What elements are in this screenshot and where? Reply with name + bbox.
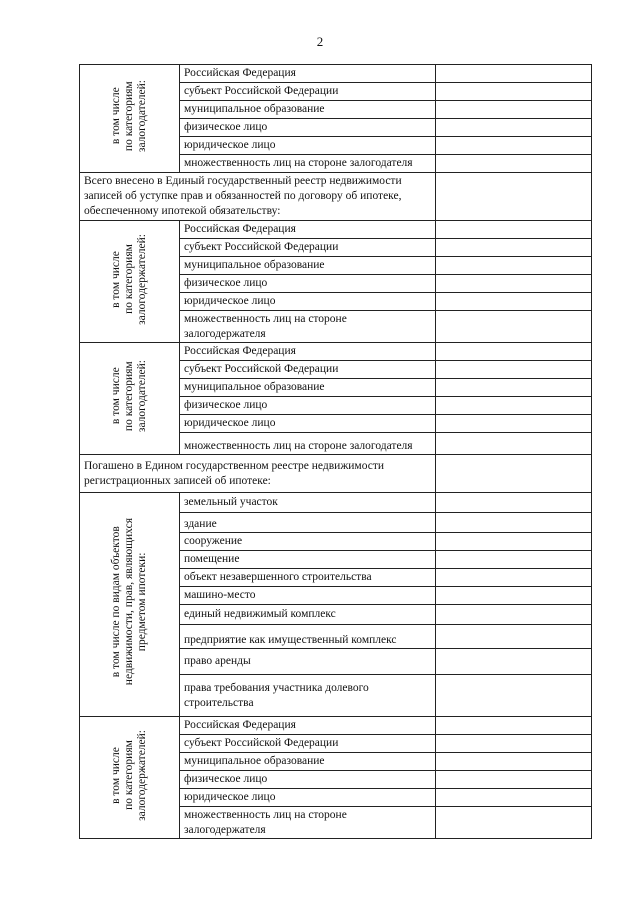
category-cell: сооружение [180,533,436,551]
group-label-pledgors [80,65,180,173]
category-cell: субъект Российской Федерации [180,239,436,257]
value-cell[interactable] [436,433,592,455]
value-cell[interactable] [436,311,592,343]
table-row [80,221,592,239]
table-row [80,493,592,513]
category-cell: субъект Российской Федерации [180,735,436,753]
value-cell[interactable] [436,807,592,839]
value-cell[interactable] [436,257,592,275]
value-cell[interactable] [436,221,592,239]
value-cell[interactable] [436,551,592,569]
category-cell: Российская Федерация [180,221,436,239]
value-cell[interactable] [436,771,592,789]
group-label-pledgees [80,717,180,839]
category-cell: помещение [180,551,436,569]
value-cell[interactable] [436,717,592,735]
section-header-cancelled: Погашено в Едином государственном реестре недвижимости регистрационных записей об ипотеке: [80,455,436,493]
group-label-text: в том числе по категориям залогодержателей: [110,729,148,821]
category-cell: здание [180,513,436,533]
category-cell: физическое лицо [180,771,436,789]
value-cell[interactable] [436,513,592,533]
category-cell: физическое лицо [180,397,436,415]
category-cell: юридическое лицо [180,415,436,433]
value-cell[interactable] [436,649,592,675]
value-cell[interactable] [436,137,592,155]
group-label-text: в том числе по категориям залогодателей: [110,79,148,153]
value-cell[interactable] [436,239,592,257]
value-cell[interactable] [436,625,592,649]
category-cell: множественность лиц на стороне залогодателя [180,433,436,455]
category-cell: предприятие как имущественный комплекс [180,625,436,649]
page-number: 2 [316,34,324,49]
value-cell[interactable] [436,173,592,221]
value-cell[interactable] [436,101,592,119]
group-label-text: в том числе по видам объектов недвижимости, прав, являющихся предметом ипотеки: [110,518,148,686]
category-cell: земельный участок [180,493,436,513]
value-cell[interactable] [436,587,592,605]
group-label-object-types [80,493,180,717]
value-cell[interactable] [436,379,592,397]
table-row [80,65,592,83]
value-cell[interactable] [436,155,592,173]
group-label-pledgees [80,221,180,343]
value-cell[interactable] [436,789,592,807]
value-cell[interactable] [436,753,592,771]
group-label-pledgors [80,343,180,455]
category-cell: юридическое лицо [180,789,436,807]
section-header-assignments: Всего внесено в Единый государственный реестр недвижимости записей об уступке прав и обязанностей по договору об ипотеке, обеспеченному ипотекой обязательству: [80,173,436,221]
category-cell: муниципальное образование [180,101,436,119]
category-cell: муниципальное образование [180,379,436,397]
value-cell[interactable] [436,735,592,753]
value-cell[interactable] [436,675,592,717]
group-label-text: в том числе по категориям залогодержателей: [110,233,148,325]
category-cell: множественность лиц на стороне залогодержателя [180,311,436,343]
value-cell[interactable] [436,361,592,379]
value-cell[interactable] [436,605,592,625]
table-row [80,173,592,221]
value-cell[interactable] [436,343,592,361]
registry-form-table [79,64,592,839]
category-cell: юридическое лицо [180,293,436,311]
category-cell: объект незавершенного строительства [180,569,436,587]
group-label-text: в том числе по категориям залогодателей: [110,359,148,433]
value-cell[interactable] [436,293,592,311]
category-cell: множественность лиц на стороне залогодателя [180,155,436,173]
category-cell: субъект Российской Федерации [180,361,436,379]
category-cell: права требования участника долевого строительства [180,675,436,717]
category-cell: муниципальное образование [180,753,436,771]
value-cell[interactable] [436,455,592,493]
category-cell: Российская Федерация [180,65,436,83]
category-cell: право аренды [180,649,436,675]
value-cell[interactable] [436,415,592,433]
category-cell: муниципальное образование [180,257,436,275]
category-cell: субъект Российской Федерации [180,83,436,101]
category-cell: машино-место [180,587,436,605]
value-cell[interactable] [436,275,592,293]
table-row [80,717,592,735]
category-cell: множественность лиц на стороне залогодержателя [180,807,436,839]
value-cell[interactable] [436,65,592,83]
value-cell[interactable] [436,83,592,101]
category-cell: физическое лицо [180,119,436,137]
value-cell[interactable] [436,493,592,513]
category-cell: юридическое лицо [180,137,436,155]
category-cell: единый недвижимый комплекс [180,605,436,625]
value-cell[interactable] [436,397,592,415]
category-cell: физическое лицо [180,275,436,293]
table-row [80,343,592,361]
value-cell[interactable] [436,119,592,137]
value-cell[interactable] [436,533,592,551]
value-cell[interactable] [436,569,592,587]
table-row [80,455,592,493]
category-cell: Российская Федерация [180,717,436,735]
category-cell: Российская Федерация [180,343,436,361]
